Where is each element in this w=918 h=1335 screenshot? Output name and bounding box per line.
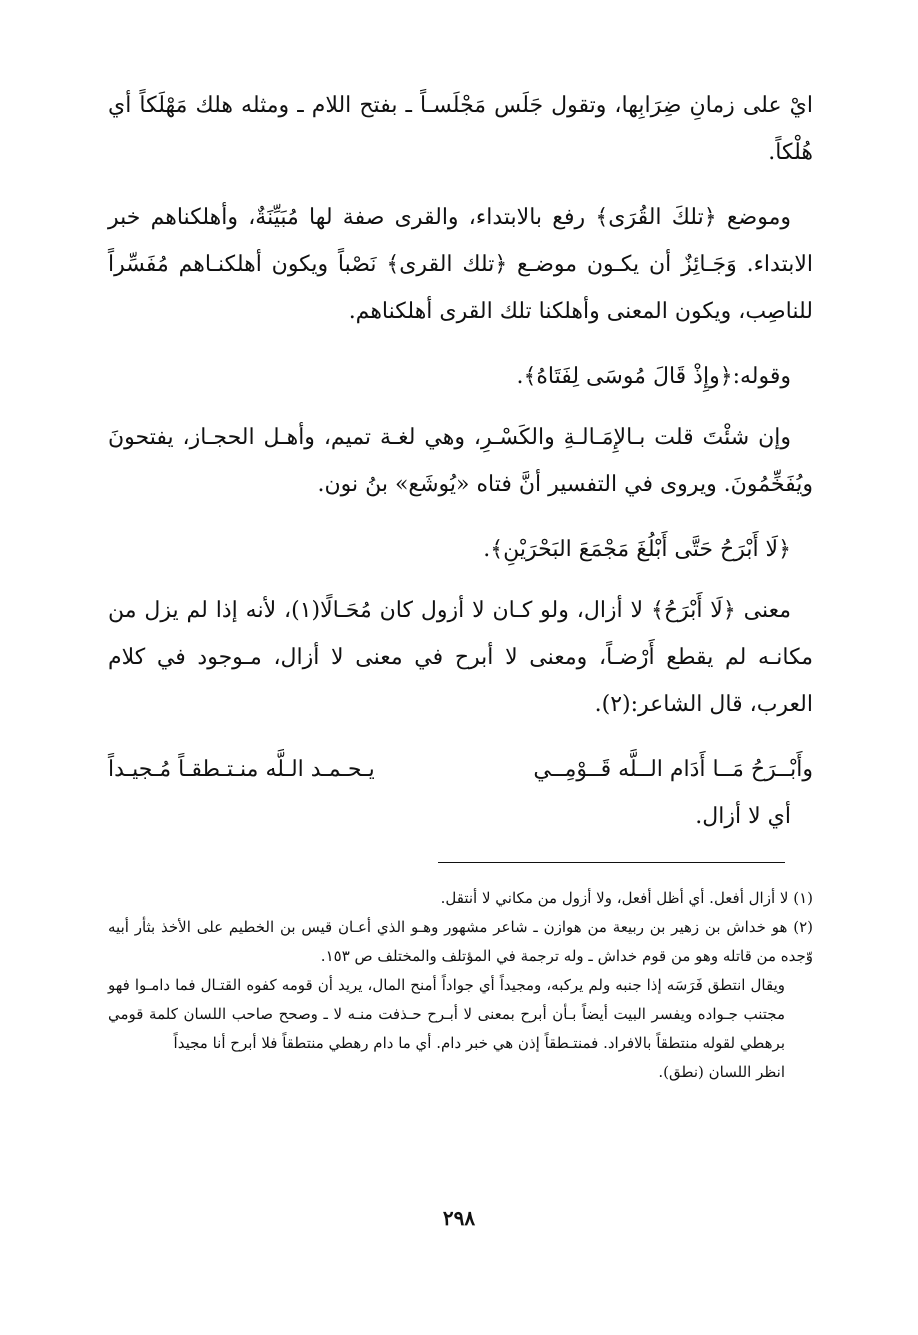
footnote-2: (٢) هو خداش بن زهير بن ربيعة من هوازن ـ شاعر مشهور وهـو الذي أعـان قيس بن الخطيم على الأخذ بثأر أبيه وّجده من قاتله وهو من قوم خداش ـ وله ترجمة في المؤتلف والمختلف ص ١٥٣. xyxy=(108,918,813,965)
paragraph-6: معنى ﴿لَا أَبْرَحُ﴾ لا أزال، ولو كـان لا أزول كان مُحَـالًا(١)، لأنه إذا لم يزل من مكانـه لم يقطع أَرْضـاً، ومعنى لا أبرح في معنى لا أزال، مـوجود في كلام العرب، قال الشاعر:(٢). xyxy=(108,598,813,717)
paragraph-1: ايْ على زمانِ ضِرَابِها، وتقول جَلَس مَجْلَسـاً ـ بفتح اللام ـ ومثله هلك مَهْلَكاً أي هُلْكاً. xyxy=(108,93,813,165)
footnote-2-reference: انظر اللسان (نطق). xyxy=(658,1063,785,1081)
verse-explanation: أي لا أزال. xyxy=(695,804,791,829)
footnote-1: (١) لا أزال أفعل. أي أظل أفعل، ولا أزول من مكاني لا أنتقل. xyxy=(440,889,813,907)
footnote-separator xyxy=(438,862,785,863)
paragraph-4: وإن شئْتَ قلت بـالإِمَـالـةِ والكَسْـرِ، وهي لغـة تميم، وأهـل الحجـاز، يفتحونَ ويُفَخِّمُونَ. ويروى في التفسير أنَّ فتاه «يُوشَع» بنُ نون. xyxy=(108,425,813,497)
poetry-verse xyxy=(108,746,813,793)
main-text xyxy=(108,82,813,858)
page-number: ٢٩٨ xyxy=(442,1206,476,1230)
footnotes xyxy=(108,884,813,1087)
quran-quote-2: ﴿لَا أَبْرَحُ حَتَّى أَبْلُغَ مَجْمَعَ البَحْرَيْنِ﴾. xyxy=(483,537,791,562)
verse-first-hemistich: وأَبْــرَحُ مَــا أَدَام الــلَّه قَــوْمِــي xyxy=(533,757,813,782)
verse-second-hemistich: يـحـمـد الـلَّه منـتـطقـاً مُـجيـداً xyxy=(108,757,375,782)
paragraph-2: وموضع ﴿تلكَ القُرَى﴾ رفع بالابتداء، والقرى صفة لها مُبَيِّنَةٌ، وأهلكناهم خبر الابتداء. وَجَـائِزٌ أن يكـون موضـع ﴿تلك القرى﴾ نَصْباً ويكون أهلكنـاهم مُفَسِّراً للناصِب، ويكون المعنى وأهلكنا تلك القرى أهلكناهم. xyxy=(108,205,813,324)
footnote-2-continued: ويقال انتطق فَرَسَه إذا جنبه ولم يركبه، ومجيداً أي جواداً أمنح المال، يريد أن قومه كفوه القتـال فما دامـوا فهو مجتنب جـواده ويفسر البيت أيضاً بـأن أبرح بمعنى لا أبـرح حـذفت منـه لا ـ وصحح صاحب اللسان كلمة قومي برهطي لقوله منتطقاً بالافراد. فمنتـطقاً إذن هي خبر دام. أي ما دام رهطي منتطقاً فلا أبرح أنا مجيداً xyxy=(108,976,785,1052)
quran-quote-1: وقوله:﴿وإِذْ قَالَ مُوسَى لِفَتَاهُ﴾. xyxy=(516,364,791,389)
